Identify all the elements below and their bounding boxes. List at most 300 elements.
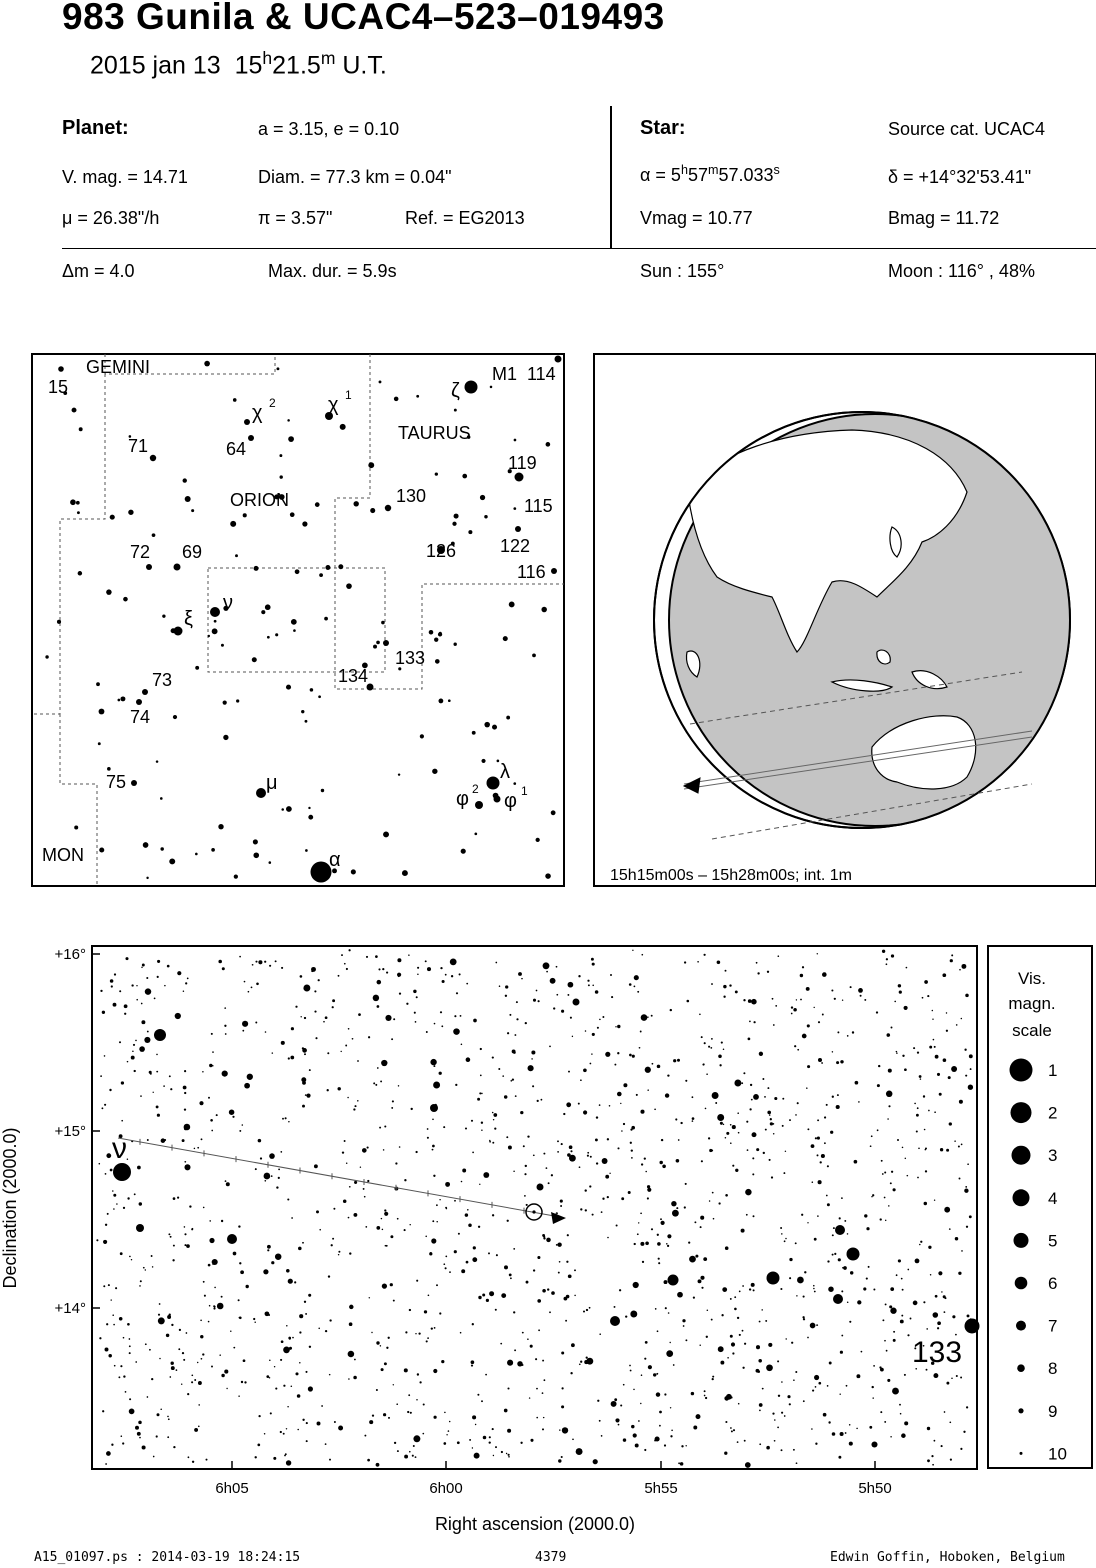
detail-star — [386, 972, 388, 974]
finder-star — [286, 806, 292, 812]
detail-star — [684, 1206, 686, 1208]
detail-star — [113, 1208, 115, 1210]
detail-star — [797, 1102, 799, 1104]
star-ra-seconds: 57.033 — [718, 165, 774, 185]
detail-star — [718, 1055, 722, 1059]
detail-star — [536, 1417, 538, 1419]
detail-star — [362, 1148, 367, 1153]
detail-star — [806, 1087, 808, 1089]
detail-star — [319, 1229, 321, 1231]
detail-star — [919, 1244, 921, 1246]
detail-star — [198, 1381, 202, 1385]
detail-star — [872, 1386, 874, 1388]
detail-star — [377, 980, 382, 985]
detail-star — [230, 1331, 231, 1332]
detail-star — [105, 1348, 109, 1352]
detail-star — [896, 1274, 898, 1276]
detail-star — [133, 1044, 135, 1046]
detail-star — [661, 1139, 663, 1141]
detail-star — [558, 1272, 560, 1274]
detail-star — [305, 1094, 307, 1096]
detail-star — [685, 1080, 687, 1082]
finder-star — [195, 853, 198, 856]
detail-star — [209, 1064, 212, 1067]
detail-star — [546, 1167, 548, 1169]
detail-star — [893, 1331, 895, 1333]
detail-star — [475, 1424, 476, 1425]
detail-star — [373, 1082, 375, 1084]
detail-star — [785, 1151, 786, 1152]
finder-star — [288, 436, 294, 442]
detail-star — [364, 1435, 366, 1437]
detail-star — [813, 1288, 815, 1290]
finder-star — [490, 386, 493, 389]
detail-star — [578, 975, 580, 977]
detail-star — [342, 1151, 344, 1153]
detail-star — [759, 1052, 763, 1056]
detail-star — [524, 1195, 526, 1197]
detail-star — [147, 1139, 149, 1141]
finder-star — [223, 735, 228, 740]
detail-star — [645, 1067, 651, 1073]
detail-star — [103, 1285, 105, 1287]
detail-star — [169, 1075, 171, 1077]
detail-star — [721, 1314, 723, 1316]
detail-star — [125, 1391, 127, 1393]
detail-star — [800, 974, 803, 977]
finder-star — [236, 699, 239, 702]
detail-star — [832, 1234, 834, 1236]
detail-star — [796, 1295, 797, 1296]
detail-star — [832, 1096, 834, 1098]
detail-star — [968, 1085, 973, 1090]
detail-star — [454, 1250, 457, 1253]
globe-caption: 15h15m00s – 15h28m00s; int. 1m — [610, 867, 852, 884]
detail-star — [948, 1076, 951, 1079]
detail-star — [344, 1140, 346, 1142]
detail-star — [404, 1229, 406, 1231]
detail-star — [551, 1174, 553, 1176]
finder-star — [254, 566, 259, 571]
detail-star — [474, 1453, 480, 1459]
detail-star — [795, 1242, 797, 1244]
detail-star — [659, 1411, 662, 1414]
detail-star — [850, 986, 852, 988]
detail-star — [961, 1250, 963, 1252]
detail-star — [893, 1188, 896, 1191]
detail-star — [543, 1379, 545, 1381]
detail-star — [933, 1039, 935, 1041]
detail-star — [750, 1084, 752, 1086]
detail-star — [516, 1018, 518, 1020]
detail-star — [392, 1100, 394, 1102]
detail-star — [184, 1164, 190, 1170]
detail-star — [286, 1460, 291, 1465]
detail-star — [676, 1207, 678, 1209]
finder-star — [551, 568, 557, 574]
detail-star — [605, 1052, 610, 1057]
detail-star — [668, 1275, 679, 1286]
detail-star — [264, 961, 266, 963]
detail-star — [828, 1421, 830, 1423]
detail-star — [408, 1394, 410, 1396]
detail-star — [708, 1046, 710, 1048]
detail-star — [264, 1180, 266, 1182]
detail-star — [492, 1142, 494, 1144]
detail-star — [415, 1456, 417, 1458]
detail-star — [735, 1169, 738, 1172]
detail-star — [501, 1451, 503, 1453]
detail-star — [807, 1128, 809, 1130]
detail-star — [632, 1055, 635, 1058]
finder-star — [452, 522, 456, 526]
detail-star — [454, 1015, 456, 1017]
detail-star — [960, 1377, 962, 1379]
detail-star — [329, 1319, 331, 1321]
detail-star — [265, 1311, 270, 1316]
detail-star — [415, 1021, 417, 1023]
dec-tick-14: +14° — [54, 1300, 86, 1317]
finder-star — [221, 644, 224, 647]
detail-star — [841, 1335, 843, 1337]
scale-title-magn: magn. — [1008, 994, 1056, 1013]
max-duration: Max. dur. = 5.9s — [268, 261, 397, 281]
detail-star — [635, 1444, 639, 1448]
detail-star — [427, 1137, 429, 1139]
detail-star — [775, 1005, 777, 1007]
detail-star — [411, 1108, 413, 1110]
finder-star — [223, 700, 227, 704]
detail-star — [815, 1443, 817, 1445]
detail-star — [905, 1158, 906, 1159]
detail-star — [810, 1323, 816, 1329]
detail-star — [584, 1360, 588, 1364]
finder-star — [280, 475, 283, 478]
detail-star — [925, 1170, 927, 1172]
finder-star — [536, 838, 540, 842]
detail-star — [172, 1259, 174, 1261]
detail-star — [100, 1075, 102, 1077]
finder-star — [275, 633, 278, 636]
detail-star — [171, 1366, 175, 1370]
detail-star — [439, 1312, 441, 1314]
detail-star — [203, 1207, 205, 1209]
detail-star — [424, 1310, 427, 1313]
detail-star — [147, 1031, 149, 1033]
detail-star — [327, 1089, 329, 1091]
detail-star — [712, 1092, 719, 1099]
scale-label: 4 — [1048, 1188, 1058, 1208]
detail-star — [822, 1014, 824, 1016]
detail-star — [723, 996, 725, 998]
detail-star — [832, 1254, 834, 1256]
detail-star — [561, 1405, 564, 1408]
finder-star — [379, 380, 382, 383]
detail-star — [428, 1294, 430, 1296]
detail-star — [434, 1104, 437, 1107]
detail-star — [888, 1069, 892, 1073]
detail-star — [725, 1246, 729, 1250]
finder-star — [150, 455, 156, 461]
detail-star — [145, 1269, 146, 1270]
scale-dot — [1016, 1321, 1026, 1331]
detail-star — [671, 1201, 676, 1206]
finder-star — [142, 689, 148, 695]
detail-star — [184, 1127, 187, 1130]
detail-star — [796, 1462, 798, 1464]
detail-star — [651, 1228, 653, 1230]
detail-star — [886, 1091, 893, 1098]
finder-star — [143, 842, 149, 848]
detail-star — [390, 1283, 393, 1286]
detail-star — [901, 1315, 903, 1317]
label-orion: ORION — [230, 490, 290, 510]
detail-star — [864, 999, 866, 1001]
detail-star — [429, 1252, 432, 1255]
detail-star — [877, 1129, 879, 1131]
detail-star — [444, 1412, 446, 1414]
detail-star — [647, 1188, 651, 1192]
detail-star — [849, 1424, 851, 1426]
detail-star — [112, 1190, 114, 1192]
detail-star — [832, 1051, 833, 1052]
detail-star — [467, 1209, 469, 1211]
detail-star — [508, 1146, 512, 1150]
detail-star — [647, 1185, 650, 1188]
detail-star — [121, 1081, 124, 1084]
finder-star — [545, 873, 551, 879]
detail-star — [885, 1220, 886, 1221]
detail-star — [422, 1433, 424, 1435]
finder-star — [493, 793, 499, 799]
finder-star — [72, 408, 77, 413]
finder-star — [230, 521, 236, 527]
detail-star — [888, 1105, 890, 1107]
detail-star — [711, 1319, 713, 1321]
detail-star — [932, 1464, 934, 1466]
detail-star — [393, 1018, 395, 1020]
detail-star — [840, 1432, 844, 1436]
detail-star — [397, 1450, 399, 1452]
detail-star — [961, 1144, 963, 1146]
detail-star — [796, 999, 797, 1000]
detail-star — [347, 1097, 349, 1099]
detail-star — [417, 1373, 419, 1375]
detail-star — [644, 1449, 646, 1451]
detail-star — [131, 1056, 135, 1060]
detail-star — [469, 1439, 471, 1441]
detail-star — [278, 1177, 280, 1179]
detail-star — [745, 1189, 751, 1195]
detail-star — [543, 962, 550, 969]
detail-star — [682, 1319, 685, 1322]
detail-star — [291, 1027, 294, 1030]
detail-star — [676, 1159, 680, 1163]
finder-star — [475, 801, 483, 809]
detail-star — [518, 972, 522, 976]
detail-star — [431, 1238, 436, 1243]
detail-star — [965, 994, 969, 998]
detail-star — [522, 1332, 524, 1334]
detail-star — [384, 1362, 387, 1365]
detail-star — [719, 1064, 721, 1066]
detail-star — [346, 968, 348, 970]
finder-star — [58, 366, 64, 372]
detail-star — [583, 1310, 585, 1312]
detail-star — [454, 1200, 456, 1202]
detail-star — [366, 956, 368, 958]
detail-star — [514, 1034, 516, 1036]
detail-star — [532, 1085, 534, 1087]
detail-star — [592, 985, 594, 987]
detail-star — [267, 1249, 269, 1251]
detail-star — [221, 1220, 223, 1222]
ra-tick-555: 5h55 — [644, 1480, 678, 1497]
event-hour: 15 — [234, 51, 263, 80]
detail-star — [184, 1233, 186, 1235]
label-phi1: φ — [504, 790, 517, 812]
detail-star — [413, 990, 416, 993]
detail-star — [393, 1300, 395, 1302]
detail-star — [274, 1366, 275, 1367]
detail-star — [553, 1007, 555, 1009]
footer-file: A15_01097.ps : 2014-03-19 18:24:15 — [34, 1550, 301, 1565]
detail-star — [588, 984, 590, 986]
detail-star — [492, 1214, 494, 1216]
detail-star — [144, 1037, 150, 1043]
detail-star — [657, 1234, 659, 1236]
detail-star — [946, 1382, 949, 1385]
detail-star — [209, 1305, 211, 1307]
label-69: 69 — [182, 542, 203, 562]
finder-star — [383, 831, 389, 837]
detail-star — [216, 1114, 218, 1116]
detail-star — [388, 1417, 390, 1419]
detail-star — [531, 1050, 535, 1054]
detail-star — [570, 1150, 572, 1152]
detail-star — [256, 982, 259, 985]
detail-star — [536, 990, 538, 992]
detail-star — [434, 1023, 436, 1025]
detail-star — [449, 1421, 451, 1423]
event-date: 2015 jan 13 — [90, 51, 221, 80]
detail-star — [640, 1242, 644, 1246]
detail-star — [329, 1374, 331, 1376]
detail-star — [375, 955, 378, 958]
detail-star — [838, 1456, 841, 1459]
detail-star — [969, 1054, 973, 1058]
star-ra-minutes: 57 — [687, 165, 708, 185]
detail-star — [960, 1448, 962, 1450]
detail-star — [294, 1281, 296, 1283]
detail-star — [305, 1371, 307, 1373]
detail-star — [118, 1376, 120, 1378]
detail-star — [855, 1081, 859, 1085]
detail-star — [105, 1224, 107, 1226]
finder-star — [208, 635, 210, 637]
detail-star — [141, 967, 142, 968]
detail-star — [504, 1095, 507, 1098]
detail-star — [230, 1238, 232, 1240]
detail-star — [785, 1238, 787, 1240]
detail-star — [659, 1425, 661, 1427]
detail-star — [686, 1000, 689, 1003]
detail-star — [308, 1386, 313, 1391]
detail-star — [665, 1307, 667, 1309]
detail-star — [621, 1197, 624, 1200]
detail-star — [283, 1433, 285, 1435]
detail-star — [258, 1139, 262, 1143]
detail-star — [407, 1411, 409, 1413]
detail-star — [323, 1021, 325, 1023]
detail-star — [321, 1405, 323, 1407]
detail-star — [504, 1265, 508, 1269]
detail-star — [847, 1035, 849, 1037]
detail-star — [159, 1358, 161, 1360]
detail-star — [450, 959, 457, 966]
detail-star — [275, 960, 277, 962]
detail-star — [567, 1234, 569, 1236]
detail-star — [647, 1016, 649, 1018]
label-chi2-sup: 2 — [269, 396, 276, 410]
detail-star — [502, 1075, 504, 1077]
detail-star — [794, 1045, 796, 1047]
finder-star — [481, 759, 485, 763]
detail-star — [209, 1220, 211, 1222]
detail-star — [807, 1065, 810, 1068]
finder-star — [416, 395, 419, 398]
detail-star — [184, 1226, 186, 1228]
detail-star — [157, 960, 160, 963]
detail-star — [956, 1024, 958, 1026]
detail-star — [927, 995, 929, 997]
detail-star — [173, 1197, 176, 1200]
detail-star — [599, 1333, 601, 1335]
finder-star — [340, 424, 346, 430]
detail-star — [882, 1319, 884, 1321]
star-bmag: Bmag = 11.72 — [888, 208, 1000, 228]
label-alpha: α — [329, 849, 341, 871]
detail-star — [212, 1051, 214, 1053]
finder-star — [286, 685, 291, 690]
finder-star — [480, 495, 485, 500]
detail-star — [795, 1114, 797, 1116]
finder-star — [146, 877, 148, 879]
finder-star — [218, 824, 223, 829]
detail-star — [671, 1430, 673, 1432]
detail-star — [961, 964, 966, 969]
detail-star — [472, 1152, 474, 1154]
detail-star — [772, 998, 774, 1000]
detail-star — [583, 1110, 587, 1114]
detail-star — [304, 1017, 306, 1019]
detail-star — [483, 1172, 489, 1178]
detail-star — [934, 1440, 936, 1442]
detail-star — [928, 1246, 931, 1249]
detail-star — [495, 962, 497, 964]
detail-star — [492, 1428, 494, 1430]
finder-star — [370, 508, 375, 513]
detail-star — [314, 1011, 316, 1013]
detail-star — [295, 1372, 298, 1375]
detail-star — [521, 1364, 523, 1366]
detail-star — [186, 1244, 190, 1248]
detail-star — [386, 1347, 388, 1349]
detail-star — [778, 955, 780, 957]
finder-star — [252, 657, 257, 662]
detail-star — [166, 1334, 169, 1337]
detail-star — [917, 1107, 919, 1109]
